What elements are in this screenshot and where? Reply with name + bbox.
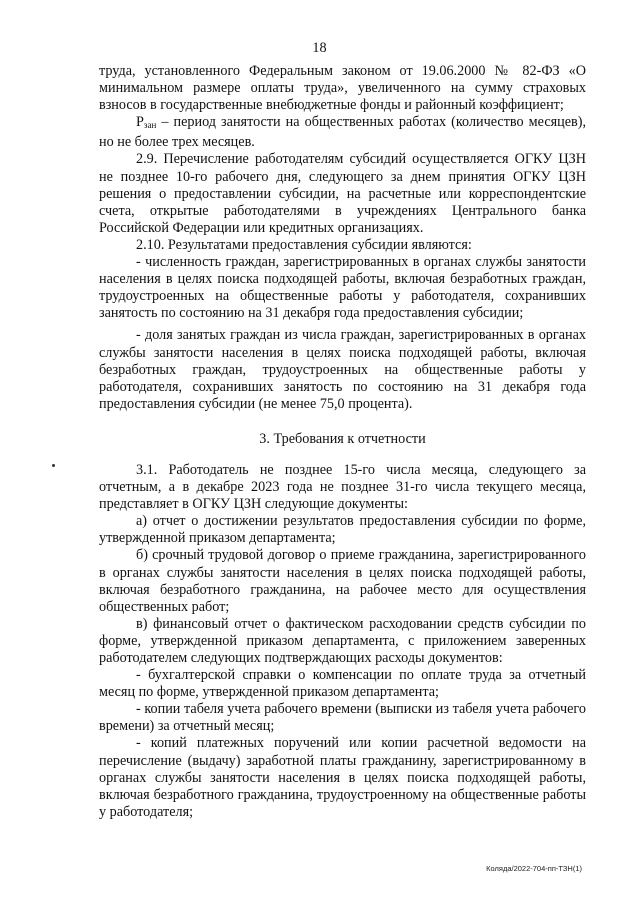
list-item-result-share: - доля занятых граждан из числа граждан, зарегистрированных в органах службы занятости населения в целях поиска подходящей работы, включая безработных граждан, трудоустроенных на общественные работы у работодателя, сохранивших занятость по состоянию на 31 декабря года предоставления субсидии (не менее 75,0 процента).: [99, 327, 586, 412]
section-heading-reporting: 3. Требования к отчетности: [259, 430, 426, 447]
formula-subscript: зан: [143, 120, 157, 131]
document-body: [99, 63, 586, 821]
paragraph-3-1: 3.1. Работодатель не позднее 15-го числа месяца, следующего за отчетным, а в декабре 2023 года не позднее 31-го числа текущего месяца, представляет в ОГКУ ЦЗН следующие документы:: [99, 461, 586, 513]
list-item-result-count: - численность граждан, зарегистрированных в органах службы занятости населения в целях поиска подходящей работы, включая безработных граждан, трудоустроенных на общественные работы у работодателя, сохранивших занятость по состоянию на 31 декабря года предоставления субсидии;: [99, 254, 586, 322]
paragraph-period-definition: [99, 114, 586, 151]
document-code: Коляда/2022-704-пп-ТЗН(1): [486, 864, 582, 873]
list-item-b: б) срочный трудовой договор о приеме гражданина, зарегистрированного в органах службы занятости населения в целях поиска подходящей работы, включая безработного гражданина, на рабочее место для осуществления общественных работ;: [99, 547, 586, 615]
formula-definition: – период занятости на общественных работах (количество месяцев), но не более трех месяцев.: [99, 114, 586, 151]
list-item-timesheet: - копии табеля учета рабочего времени (выписки из табеля учета рабочего времени) за отчетный месяц;: [99, 701, 586, 735]
list-item-a: а) отчет о достижении результатов предоставления субсидии по форме, утвержденной приказом департамента;: [99, 513, 586, 547]
paragraph-wage-continuation: труда, установленного Федеральным законом от 19.06.2000 № 82-ФЗ «О минимальном размере оплаты труда», увеличенного на сумму страховых взносов в государственные внебюджетные фонды и районный коэффициент;: [99, 63, 586, 114]
list-item-accounting-certificate: - бухгалтерской справки о компенсации по оплате труда за отчетный месяц по форме, утвержденной приказом департамента;: [99, 667, 586, 701]
margin-mark: [52, 464, 55, 467]
list-item-v: в) финансовый отчет о фактическом расходовании средств субсидии по форме, утвержденной приказом департамента, с приложением заверенных работодателем следующих подтверждающих расходы документов:: [99, 615, 586, 666]
page-number: 18: [312, 40, 327, 56]
paragraph-2-10: 2.10. Результатами предоставления субсидии являются:: [136, 236, 472, 253]
formula-symbol: Р: [136, 114, 144, 131]
paragraph-2-9: 2.9. Перечисление работодателям субсидий осуществляется ОГКУ ЦЗН не позднее 10-го рабочего дня, следующего за днем принятия ОГКУ ЦЗН решения о предоставлении субсидии, на расчетные или корреспондентские счета, открытые работодателями в учреждениях Центрального банка Российской Федерации или кредитных организациях.: [99, 151, 586, 236]
list-item-payment-orders: - копий платежных поручений или копии расчетной ведомости на перечисление (выдачу) заработной платы гражданину, зарегистрированному в органах службы занятости населения в целях поиска подходящей работы, включая безработного гражданина, трудоустроенному на общественные работы у работодателя;: [99, 735, 586, 820]
